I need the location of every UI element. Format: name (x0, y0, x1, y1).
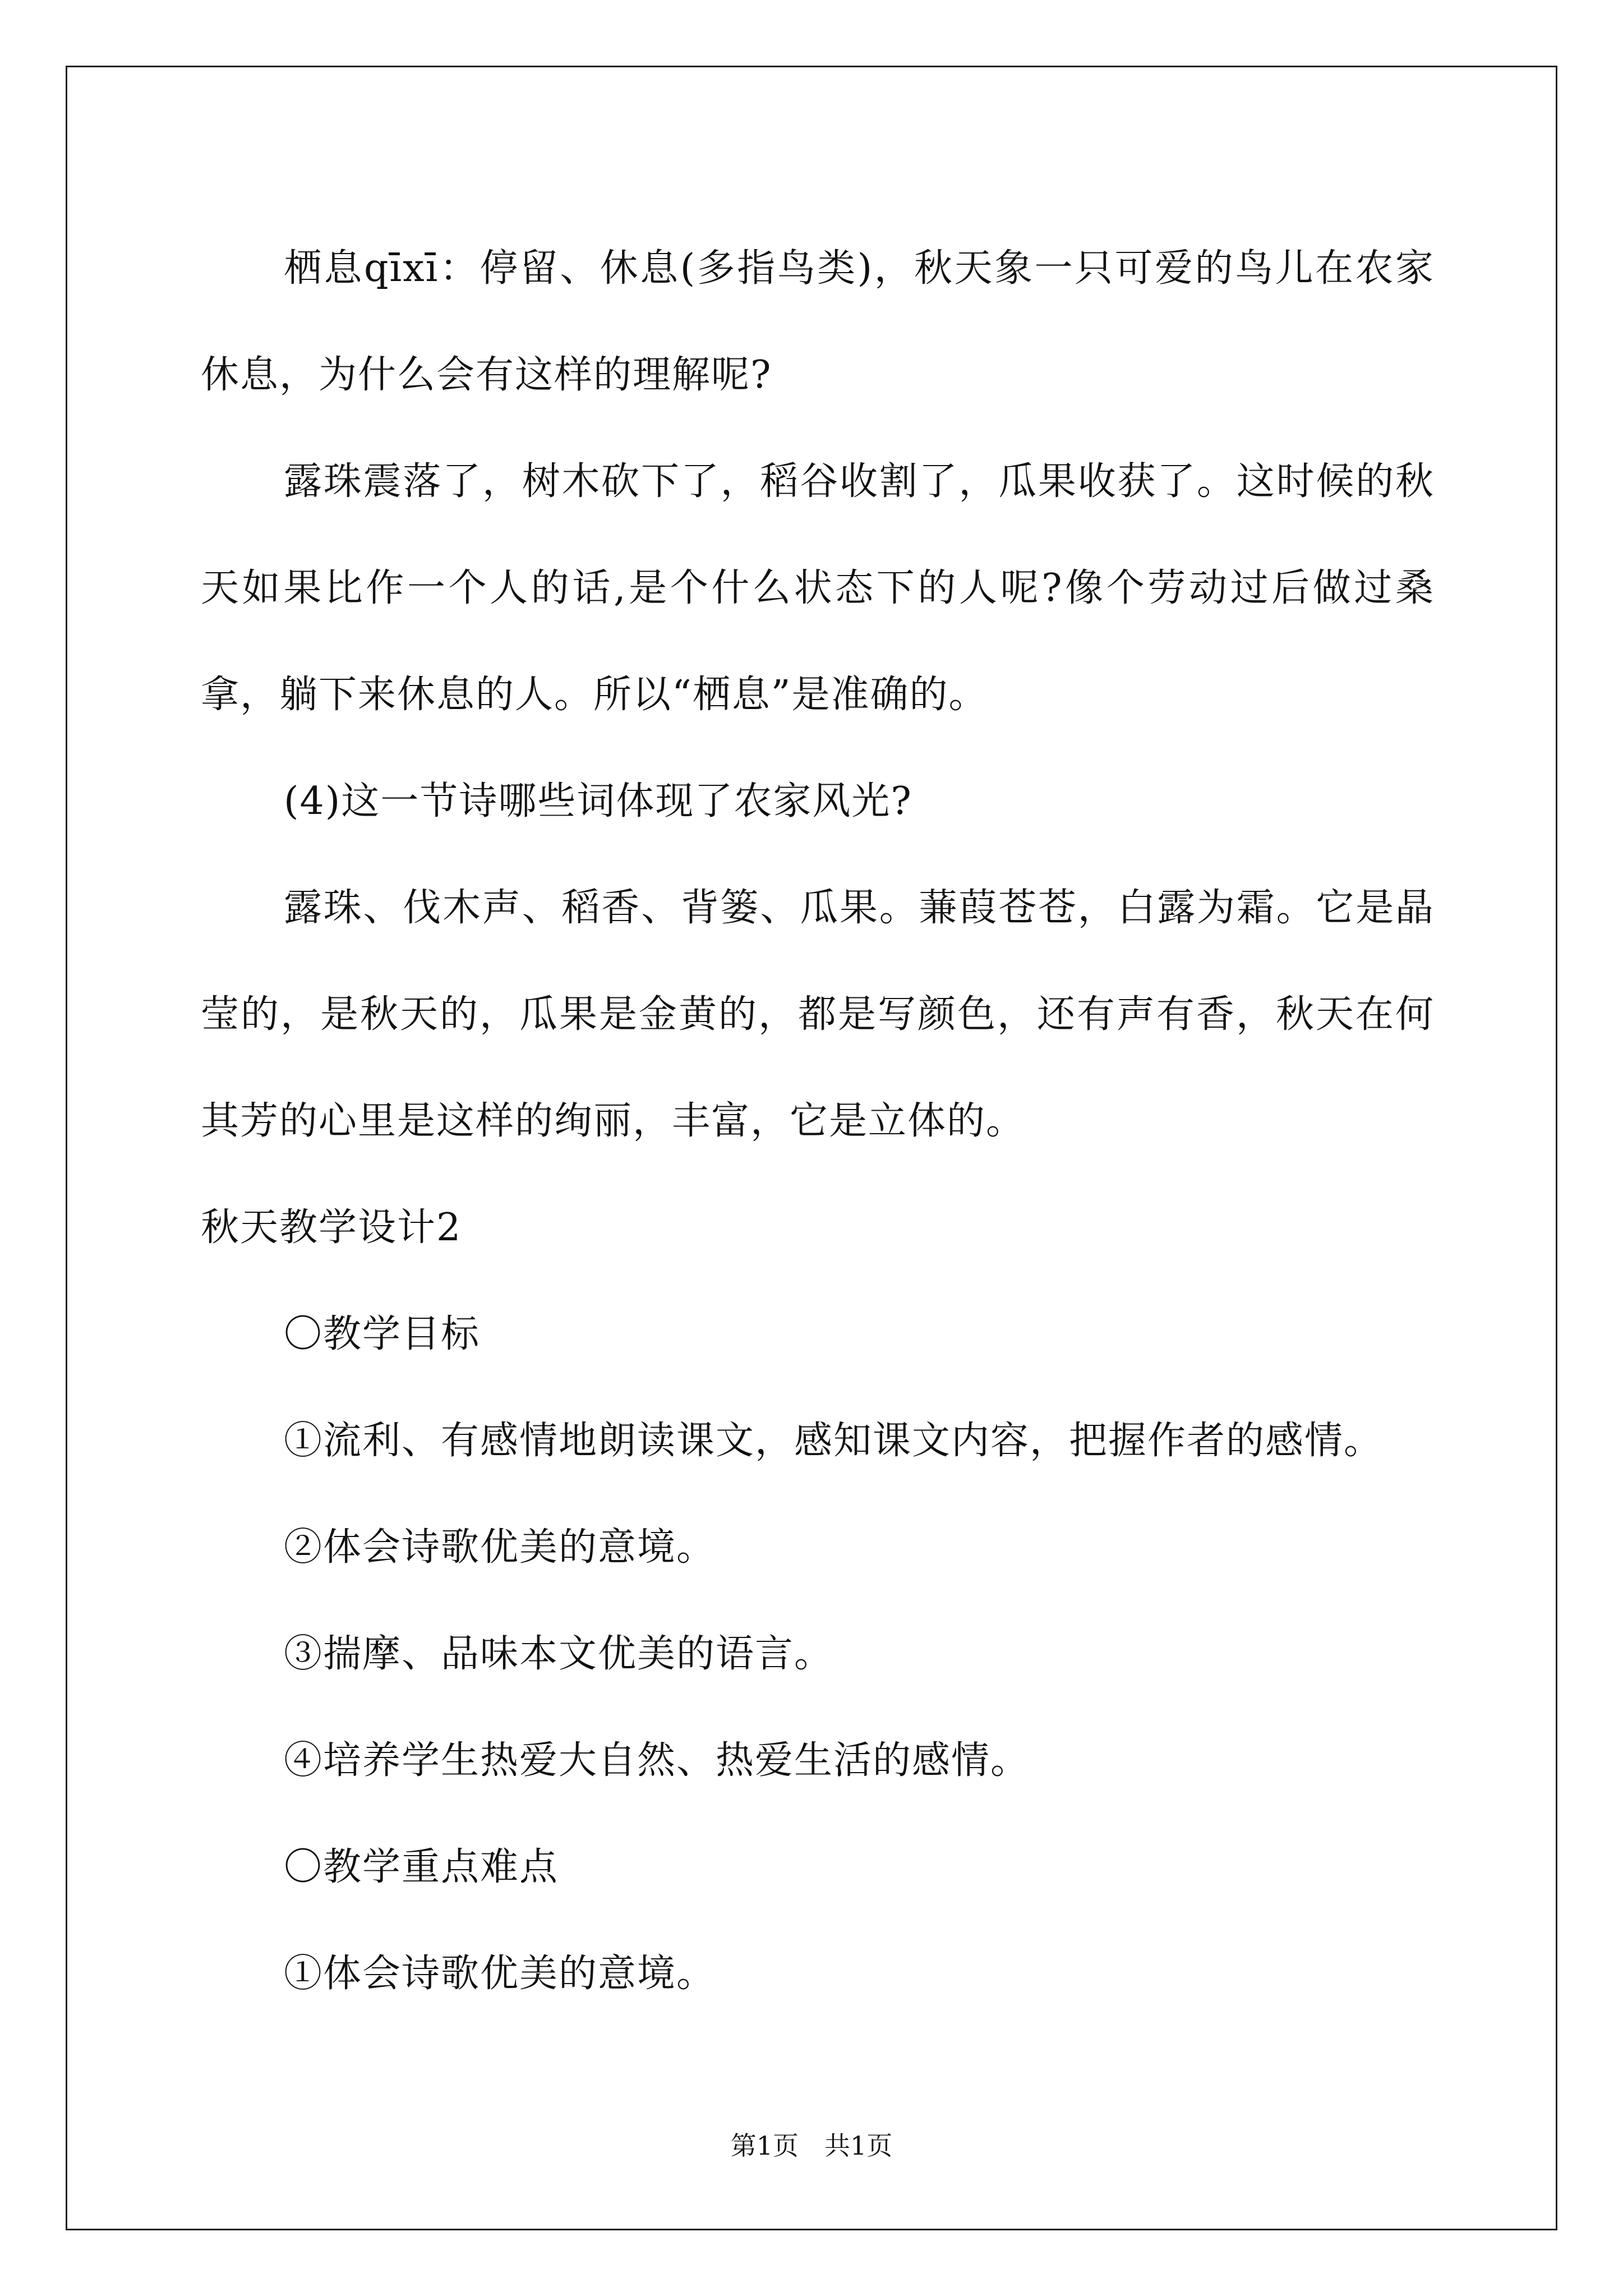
goal-item-1: ①流利、有感情地朗读课文，感知课文内容，把握作者的感情。 (284, 1419, 1384, 1463)
paragraph-question-4: (4)这一节诗哪些词体现了农家风光? (284, 779, 912, 823)
document-body (201, 215, 1435, 2027)
heading-key-difficulties: 〇教学重点难点 (284, 1845, 559, 1889)
paragraph-qixi-definition: 栖息qīxī：停留、休息(多指鸟类)，秋天象一只可爱的鸟儿在农家休息，为什么会有这样的理解呢? (201, 246, 1435, 397)
goal-item-4: ④培养学生热爱大自然、热爱生活的感情。 (284, 1738, 1030, 1783)
difficulty-item-1: ①体会诗歌优美的意境。 (284, 1952, 716, 1996)
heading-teaching-goals: 〇教学目标 (284, 1312, 481, 1356)
paragraph-farm-scenery: 露珠、伐木声、稻香、背篓、瓜果。蒹葭苍苍，白露为霜。它是晶莹的，是秋天的，瓜果是金黄的，都是写颜色，还有声有香，秋天在何其芳的心里是这样的绚丽，丰富，它是立体的。 (201, 886, 1435, 1143)
goal-item-3: ③揣摩、品味本文优美的语言。 (284, 1632, 834, 1676)
page-number-footer: 第1页 共1页 (730, 2131, 893, 2161)
section-title-design-2: 秋天教学设计2 (201, 1205, 462, 1250)
paragraph-autumn-rest: 露珠震落了，树木砍下了，稻谷收割了，瓜果收获了。这时候的秋天如果比作一个人的话,是个什么状态下的人呢?像个劳动过后做过桑拿，躺下来休息的人。所以“栖息”是准确的。 (201, 459, 1435, 717)
goal-item-2: ②体会诗歌优美的意境。 (284, 1525, 716, 1570)
